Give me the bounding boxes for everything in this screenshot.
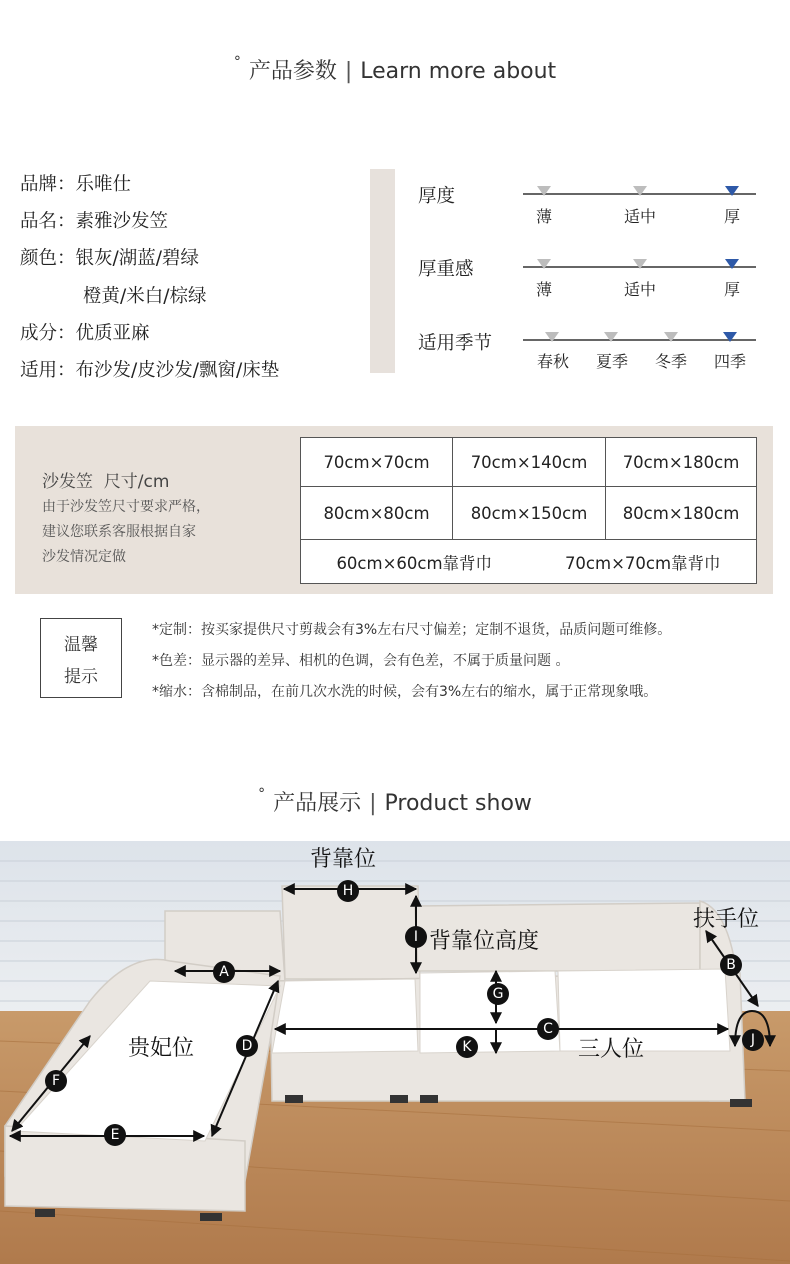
size-row-backrest	[300, 539, 757, 584]
title-cn: 产品展示	[273, 791, 362, 816]
rating-season-marker-1	[604, 332, 618, 342]
marker-d: D	[236, 1035, 258, 1057]
rating-season-tick-1: 夏季	[595, 352, 629, 371]
rating-weight-marker-1	[633, 259, 647, 269]
rating-weight-tick-1: 适中	[623, 280, 657, 299]
size-note-line-3: 沙发情况定做	[42, 549, 126, 565]
size-cell: 70cm×70cm	[300, 437, 453, 487]
rating-season-marker-0	[545, 332, 559, 342]
title-cn: 产品参数	[248, 59, 337, 84]
size-cell: 70cm×70cm靠背巾	[564, 554, 721, 573]
rating-season-marker-3	[723, 332, 737, 342]
label-chaise: 贵妃位	[128, 1036, 195, 1061]
tip-shrink: *缩水：含棉制品，在前几次水洗的时候，会有3%左右的缩水，属于正常现象哦。	[152, 684, 658, 700]
size-note-line-1: 由于沙发笠尺寸要求严格，	[42, 499, 210, 515]
rating-season-marker-2	[664, 332, 678, 342]
spec-usage: 适用：布沙发/皮沙发/飘窗/床垫	[20, 360, 280, 381]
sofa-diagram-photo	[0, 841, 790, 1264]
spec-name: 品名：素雅沙发笠	[20, 211, 169, 232]
title-separator: |	[344, 59, 353, 84]
tip-box	[40, 618, 122, 698]
label-backrest: 背靠位	[310, 847, 377, 872]
tip-custom: *定制：按买家提供尺寸剪裁会有3%左右尺寸偏差；定制不退货，品质问题可维修。	[152, 622, 672, 638]
marker-b: B	[720, 954, 742, 976]
rating-weight-marker-2	[725, 259, 739, 269]
section-title-show	[0, 786, 790, 817]
tip-color: *色差：显示器的差异、相机的色调，会有色差，不属于质量问题 。	[152, 653, 570, 669]
rating-season-tick-2: 冬季	[654, 352, 688, 371]
section-title-params	[0, 54, 790, 85]
marker-j: J	[742, 1029, 764, 1051]
rating-thickness-tick-0: 薄	[535, 207, 553, 226]
rating-weight-tick-2: 厚	[723, 280, 741, 299]
title-separator: |	[369, 791, 377, 816]
marker-f: F	[45, 1070, 67, 1092]
rating-weight-marker-0	[537, 259, 551, 269]
label-three-seat: 三人位	[578, 1037, 645, 1062]
spec-material: 成分：优质亚麻	[20, 323, 150, 344]
marker-a: A	[213, 961, 235, 983]
label-backrest-height: 背靠位高度	[429, 929, 540, 954]
rating-thickness-marker-0	[537, 186, 551, 196]
size-table	[300, 437, 757, 584]
title-dot: °	[258, 786, 266, 802]
marker-c: C	[537, 1018, 559, 1040]
size-cell: 70cm×140cm	[452, 437, 606, 487]
rating-weight-label: 厚重感	[418, 259, 474, 280]
marker-i: I	[405, 926, 427, 948]
rating-thickness-label: 厚度	[418, 186, 456, 207]
rating-season-tick-0: 春秋	[536, 352, 570, 371]
rating-thickness-tick-2: 厚	[723, 207, 741, 226]
size-cell: 80cm×80cm	[300, 486, 453, 540]
title-en: Learn more about	[360, 59, 557, 84]
size-cell: 70cm×180cm	[605, 437, 757, 487]
marker-k: K	[456, 1036, 478, 1058]
rating-thickness-marker-2	[725, 186, 739, 196]
label-armrest: 扶手位	[693, 907, 760, 932]
rating-season-label: 适用季节	[418, 333, 493, 354]
spec-brand: 品牌：乐唯仕	[20, 174, 132, 195]
size-cell: 80cm×150cm	[452, 486, 606, 540]
size-note-line-2: 建议您联系客服根据自家	[42, 524, 196, 540]
spec-color: 颜色：银灰/湖蓝/碧绿	[20, 248, 199, 269]
title-en: Product show	[384, 791, 532, 816]
size-cell: 60cm×60cm靠背巾	[336, 554, 493, 573]
rating-thickness-tick-1: 适中	[623, 207, 657, 226]
rating-season-tick-3: 四季	[713, 352, 747, 371]
tip-box-line-1: 温馨	[64, 635, 98, 655]
title-dot: °	[233, 54, 241, 70]
spec-color-cont: 橙黄/米白/棕绿	[83, 286, 207, 307]
rating-thickness-marker-1	[633, 186, 647, 196]
divider-bar	[370, 169, 395, 373]
rating-weight-tick-0: 薄	[535, 280, 553, 299]
marker-h: H	[337, 880, 359, 902]
size-cell: 80cm×180cm	[605, 486, 757, 540]
tip-box-line-2: 提示	[64, 667, 98, 687]
marker-e: E	[104, 1124, 126, 1146]
size-panel-title: 沙发笠 尺寸/cm	[42, 472, 170, 492]
marker-g: G	[487, 983, 509, 1005]
